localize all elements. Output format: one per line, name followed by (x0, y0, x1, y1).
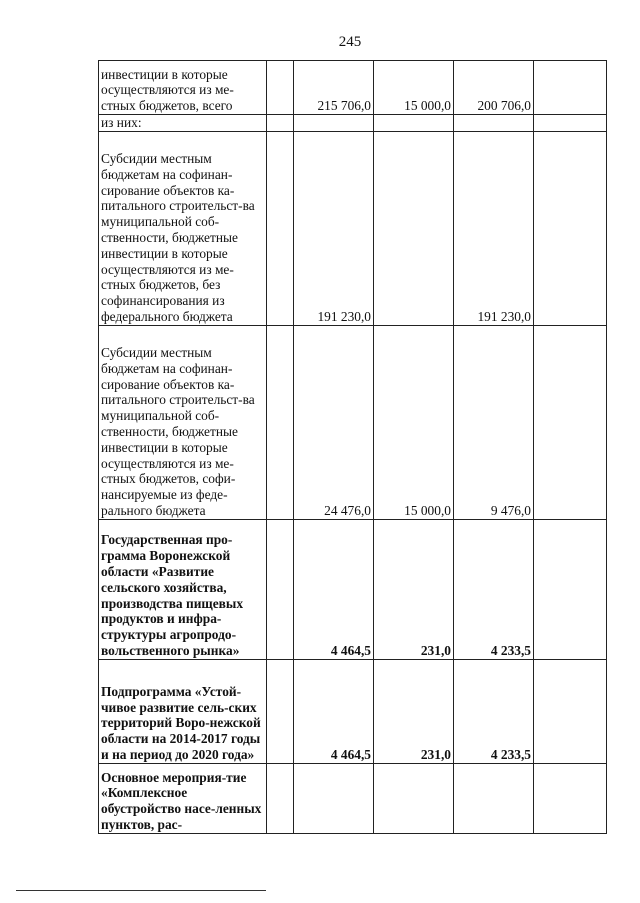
empty-cell (534, 519, 607, 659)
amount-total (294, 763, 374, 833)
table-row (99, 61, 607, 115)
empty-cell (267, 325, 294, 519)
budget-table-body (99, 61, 607, 834)
empty-cell (267, 763, 294, 833)
row-name-cell (99, 659, 267, 763)
page-number: 245 (338, 34, 362, 50)
amount-regional (454, 115, 534, 132)
row-name-cell (99, 763, 267, 833)
empty-cell (534, 325, 607, 519)
empty-cell (267, 61, 294, 115)
empty-cell (534, 659, 607, 763)
row-name-cell (99, 325, 267, 519)
amount-regional: 9 476,0 (454, 325, 534, 519)
amount-regional: 4 233,5 (454, 519, 534, 659)
empty-cell (267, 519, 294, 659)
amount-regional: 200 706,0 (454, 61, 534, 115)
empty-cell (534, 61, 607, 115)
row-name: Государственная про-грамма Воронежской области «Развитие сельского хозяйства, производства пищевых продуктов и инфра-структуры агропродо-вольственного рынка» (101, 532, 244, 658)
amount-federal: 15 000,0 (374, 61, 454, 115)
row-name: Субсидии местным бюджетам на софинан-сирование объектов ка-питального строительст-ва муниципальной соб-ственности, бюджетные инвестиции в которые осуществляются из ме-стных бюджетов, софи-нансируемые из феде-рального бюджета (101, 345, 255, 518)
footer-divider (16, 890, 266, 891)
amount-federal: 231,0 (374, 519, 454, 659)
empty-cell (267, 115, 294, 132)
amount-total: 215 706,0 (294, 61, 374, 115)
table-row (99, 519, 607, 659)
row-name: Основное мероприя-тие «Комплексное обустройство насе-ленных пунктов, рас- (101, 769, 262, 832)
amount-regional (454, 763, 534, 833)
amount-total: 24 476,0 (294, 325, 374, 519)
row-name: Субсидии местным бюджетам на софинан-сирование объектов ка-питального строительст-ва муниципальной соб-ственности, бюджетные инвестиции в которые осуществляются из ме-стных бюджетов, без софинансирования из федерального бюджета (101, 151, 255, 324)
amount-federal (374, 131, 454, 325)
amount-total: 4 464,5 (294, 519, 374, 659)
amount-total (294, 115, 374, 132)
row-name-cell (99, 115, 267, 132)
table-row (99, 763, 607, 833)
table-row (99, 115, 607, 132)
row-name-cell (99, 519, 267, 659)
table-row (99, 325, 607, 519)
amount-regional: 191 230,0 (454, 131, 534, 325)
amount-regional: 4 233,5 (454, 659, 534, 763)
amount-federal: 231,0 (374, 659, 454, 763)
amount-federal: 15 000,0 (374, 325, 454, 519)
row-name: Подпрограмма «Устой-чивое развитие сель-ских территорий Воро-нежской области на 2014-2017 годы и на период до 2020 года» (101, 683, 261, 762)
empty-cell (534, 131, 607, 325)
table-row (99, 131, 607, 325)
amount-federal (374, 763, 454, 833)
row-name-cell (99, 61, 267, 115)
empty-cell (534, 763, 607, 833)
amount-total: 191 230,0 (294, 131, 374, 325)
row-name-cell (99, 131, 267, 325)
row-name: инвестиции в которые осуществляются из ме-стных бюджетов, всего (101, 66, 234, 114)
empty-cell (267, 659, 294, 763)
amount-total: 4 464,5 (294, 659, 374, 763)
amount-federal (374, 115, 454, 132)
table-row (99, 659, 607, 763)
budget-table (98, 60, 607, 834)
empty-cell (534, 115, 607, 132)
empty-cell (267, 131, 294, 325)
row-name: из них: (101, 115, 142, 130)
